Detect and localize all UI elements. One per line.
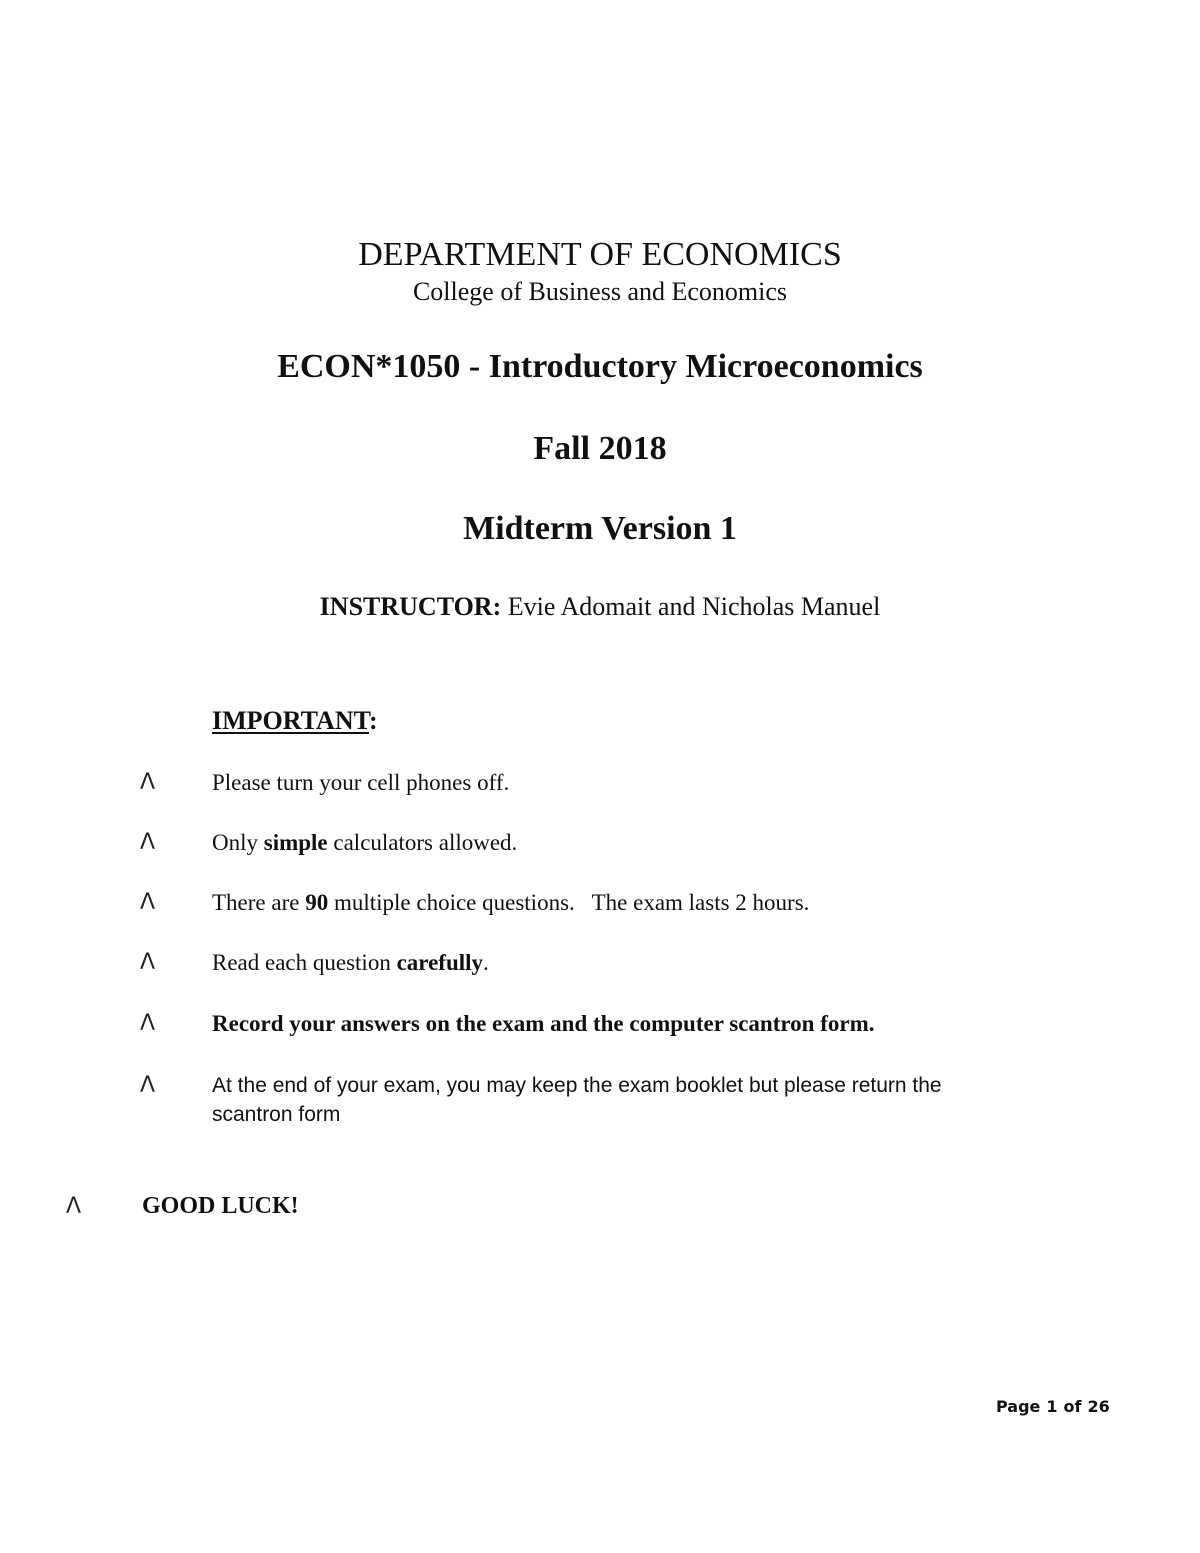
- bullet-marker: Λ: [140, 1011, 156, 1036]
- page-word: Page: [996, 1397, 1041, 1416]
- instruction-text: multiple choice questions. The exam lasts 2 hours.: [328, 890, 810, 915]
- instruction-text: calculators allowed.: [327, 830, 518, 855]
- instruction-text: Please turn your cell phones off.: [212, 770, 510, 795]
- important-heading-text: IMPORTANT: [212, 706, 370, 735]
- instructor-names: Evie Adomait and Nicholas Manuel: [507, 592, 881, 621]
- instruction-item-questions: [212, 888, 809, 918]
- instruction-item-phones: [212, 768, 509, 798]
- instruction-item-record-answers: [212, 1009, 874, 1039]
- bullet-marker: Λ: [140, 1073, 156, 1098]
- instruction-emphasis: simple: [263, 830, 328, 855]
- page-number: 1: [1046, 1397, 1058, 1416]
- bullet-marker: Λ: [140, 830, 156, 855]
- instruction-emphasis: 90: [305, 890, 329, 915]
- instruction-emphasis: carefully: [396, 950, 484, 975]
- bullet-marker: Λ: [66, 1194, 82, 1219]
- college-subtitle: College of Business and Economics: [412, 277, 788, 306]
- instruction-text: .: [483, 950, 489, 975]
- bullet-marker: Λ: [140, 890, 156, 915]
- instruction-text: There are: [212, 890, 306, 915]
- instruction-item-return-scantron: [212, 1071, 992, 1129]
- total-pages: 26: [1087, 1397, 1110, 1416]
- good-luck-text: GOOD LUCK!: [142, 1193, 299, 1219]
- instructor-label: INSTRUCTOR:: [319, 592, 502, 621]
- term-title: Fall 2018: [533, 430, 667, 467]
- course-title: ECON*1050 - Introductory Microeconomics: [277, 348, 923, 385]
- important-heading: [212, 704, 378, 738]
- instruction-item-read-carefully: [212, 948, 489, 978]
- important-heading-colon: :: [369, 706, 378, 735]
- bullet-marker: Λ: [140, 950, 156, 975]
- bullet-marker: Λ: [140, 770, 156, 795]
- page-footer: [996, 1396, 1136, 1418]
- instruction-item-calculators: [212, 828, 517, 858]
- instruction-text: Record your answers on the exam and the computer scantron form.: [212, 1011, 875, 1036]
- of-word: of: [1063, 1397, 1082, 1416]
- instruction-text: Read each question: [212, 950, 397, 975]
- instruction-text: At the end of your exam, you may keep the exam booklet but please return the scantron form: [212, 1074, 942, 1126]
- exam-version-title: Midterm Version 1: [463, 510, 737, 547]
- instructor-line: [0, 590, 1200, 624]
- department-title: DEPARTMENT OF ECONOMICS: [358, 236, 842, 273]
- instruction-text: Only: [212, 830, 264, 855]
